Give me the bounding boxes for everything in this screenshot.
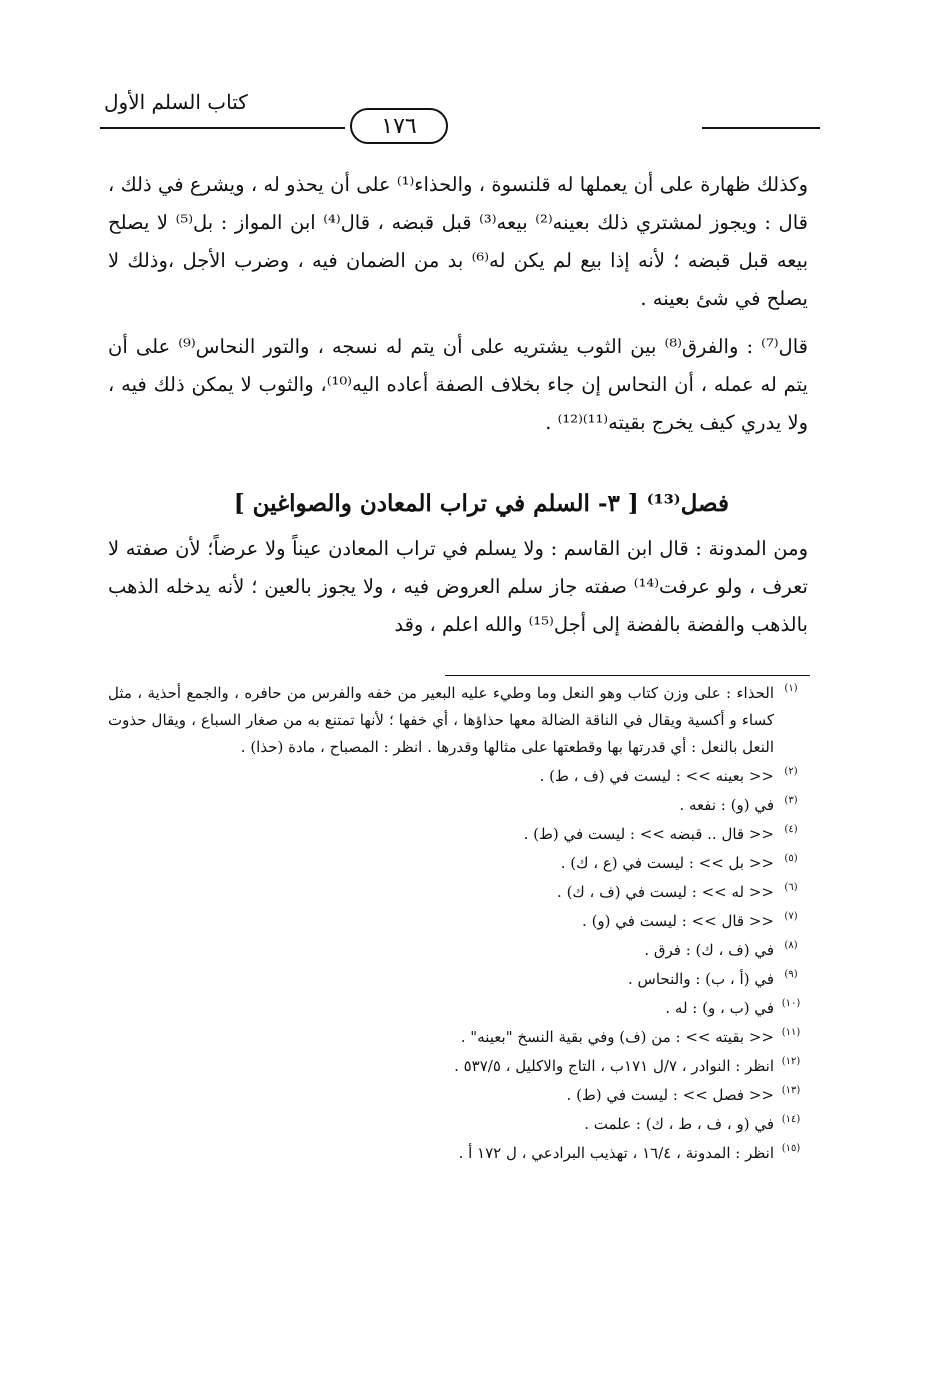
body-paragraph-1: وكذلك ظهارة على أن يعملها له قلنسوة ، والحذاء⁽¹⁾ على أن يحذو له ، ويشرع في ذلك ، قال : ويجوز لمشتري ذلك بعينه⁽²⁾ بيعه⁽³⁾ قبل قبضه ، قال⁽⁴⁾ ابن المواز : بل⁽⁵⁾ لا يصلح بيعه قبل قبضه ؛ لأنه إذا بيع لم يكن له⁽⁶⁾ بد من الضمان فيه ، وضرب الأجل ،وذلك لا يصلح في شئ بعينه .: [108, 173, 809, 310]
footnote-number: (١٤): [781, 1114, 801, 1125]
footnote-number: (١٣): [781, 1085, 801, 1096]
footnote: [108, 1140, 808, 1167]
footnote: [108, 792, 808, 819]
footnote: [108, 937, 808, 964]
body-paragraph-2: قال⁽⁷⁾ : والفرق⁽⁸⁾ بين الثوب يشتريه على أن يتم له نسجه ، والتور النحاس⁽⁹⁾ على أن يتم له عمله ، أن النحاس إن جاء بخلاف الصفة أعاده اليه⁽¹⁰⁾، والثوب لا يمكن ذلك فيه ، ولا يدري كيف يخرج بقيته⁽¹¹⁾⁽¹²⁾ .: [108, 335, 808, 434]
page-number: ١٧٦: [350, 108, 448, 144]
footnote: [108, 850, 808, 877]
footnotes-list: [108, 680, 808, 1169]
footnote: [108, 995, 808, 1022]
footnote-number: (٣): [784, 795, 798, 806]
footnote-number: (١٥): [781, 1143, 801, 1154]
footnote-number: (٦): [784, 882, 798, 893]
footnote-text: في (و) : نفعه .: [679, 796, 774, 814]
footnote-text: << قال .. قبضه >> : ليست في (ط) .: [523, 825, 774, 843]
header-rule-left: [100, 127, 345, 129]
footnote-text: << فصل >> : ليست في (ط) .: [566, 1086, 774, 1104]
footnote-text: << بقيته >> : من (ف) وفي بقية النسخ "بعينه" .: [460, 1028, 774, 1046]
footnote: [108, 908, 808, 935]
footnote-text: << بل >> : ليست في (ع ، ك) .: [560, 854, 774, 872]
running-title: كتاب السلم الأول: [104, 90, 248, 114]
footnote-text: في (و ، ف ، ط ، ك) : علمت .: [584, 1115, 774, 1133]
footnote: [108, 763, 808, 790]
page-header: [100, 86, 820, 156]
footnote-number: (١١): [781, 1027, 801, 1038]
footnote-text: انظر : المدونة ، ١٦/٤ ، تهذيب البرادعي ، ل ١٧٢ أ .: [458, 1144, 774, 1162]
footnote-number: (١): [784, 683, 798, 694]
footnote-number: (٨): [784, 940, 798, 951]
footnote-text: انظر : النوادر ، ٧/ل ١٧١ب ، التاج والاكليل ، ٥٣٧/٥ .: [454, 1057, 774, 1075]
footnote: [108, 879, 808, 906]
footnote-text: << بعينه >> : ليست في (ف ، ط) .: [539, 767, 774, 785]
footnote-separator: [445, 675, 810, 676]
footnote-number: (٢): [784, 766, 798, 777]
footnote-number: (٧): [784, 911, 798, 922]
footnote-text: في (أ ، ب) : والنحاس .: [627, 970, 774, 988]
body-paragraph-3: ومن المدونة : قال ابن القاسم : ولا يسلم في تراب المعادن عيناً ولا عرضاً؛ لأن صفته لا تعرف ، ولو عرفت⁽¹⁴⁾ صفته جاز سلم العروض فيه ، ولا يجوز بالعين ؛ لأنه يدخله الذهب بالذهب والفضة بالفضة إلى أجل⁽¹⁵⁾ والله اعلم ، وقد: [108, 537, 808, 636]
footnote: [108, 1024, 808, 1051]
footnote-number: (١٢): [781, 1056, 801, 1067]
footnote-number: (٩): [784, 969, 798, 980]
footnote-number: (٥): [784, 853, 798, 864]
section-heading: فصل⁽¹³⁾ [ ٣- السلم في تراب المعادن والصواغين ]: [233, 490, 729, 517]
footnote: [108, 680, 808, 761]
header-rule-right: [702, 127, 820, 129]
footnote: [108, 1053, 808, 1080]
footnote: [108, 821, 808, 848]
footnote: [108, 1111, 808, 1138]
footnote-text: الحذاء : على وزن كتاب وهو النعل وما وطيء عليه البعير من خفه والفرس من حافره ، والجمع أحذية ، مثل كساء و أكسية ويقال في الناقة الضالة معها حذاؤها ، أي خفها ؛ لأنها تمتنع به من صغار السباع ، ويقال حذوت النعل بالنعل : أي قدرتها بها وقطعتها على مثالها وقدرها . انظر : المصباح ، مادة (حذا) .: [108, 684, 774, 756]
footnote-text: في (ف ، ك) : فرق .: [644, 941, 774, 959]
footnote-text: << قال >> : ليست في (و) .: [582, 912, 774, 930]
footnote-number: (٤): [784, 824, 798, 835]
footnote-text: في (ب ، و) : له .: [665, 999, 774, 1017]
footnote-number: (١٠): [781, 998, 801, 1009]
footnote-text: << له >> : ليست في (ف ، ك) .: [557, 883, 774, 901]
footnote: [108, 1082, 808, 1109]
footnote: [108, 966, 808, 993]
